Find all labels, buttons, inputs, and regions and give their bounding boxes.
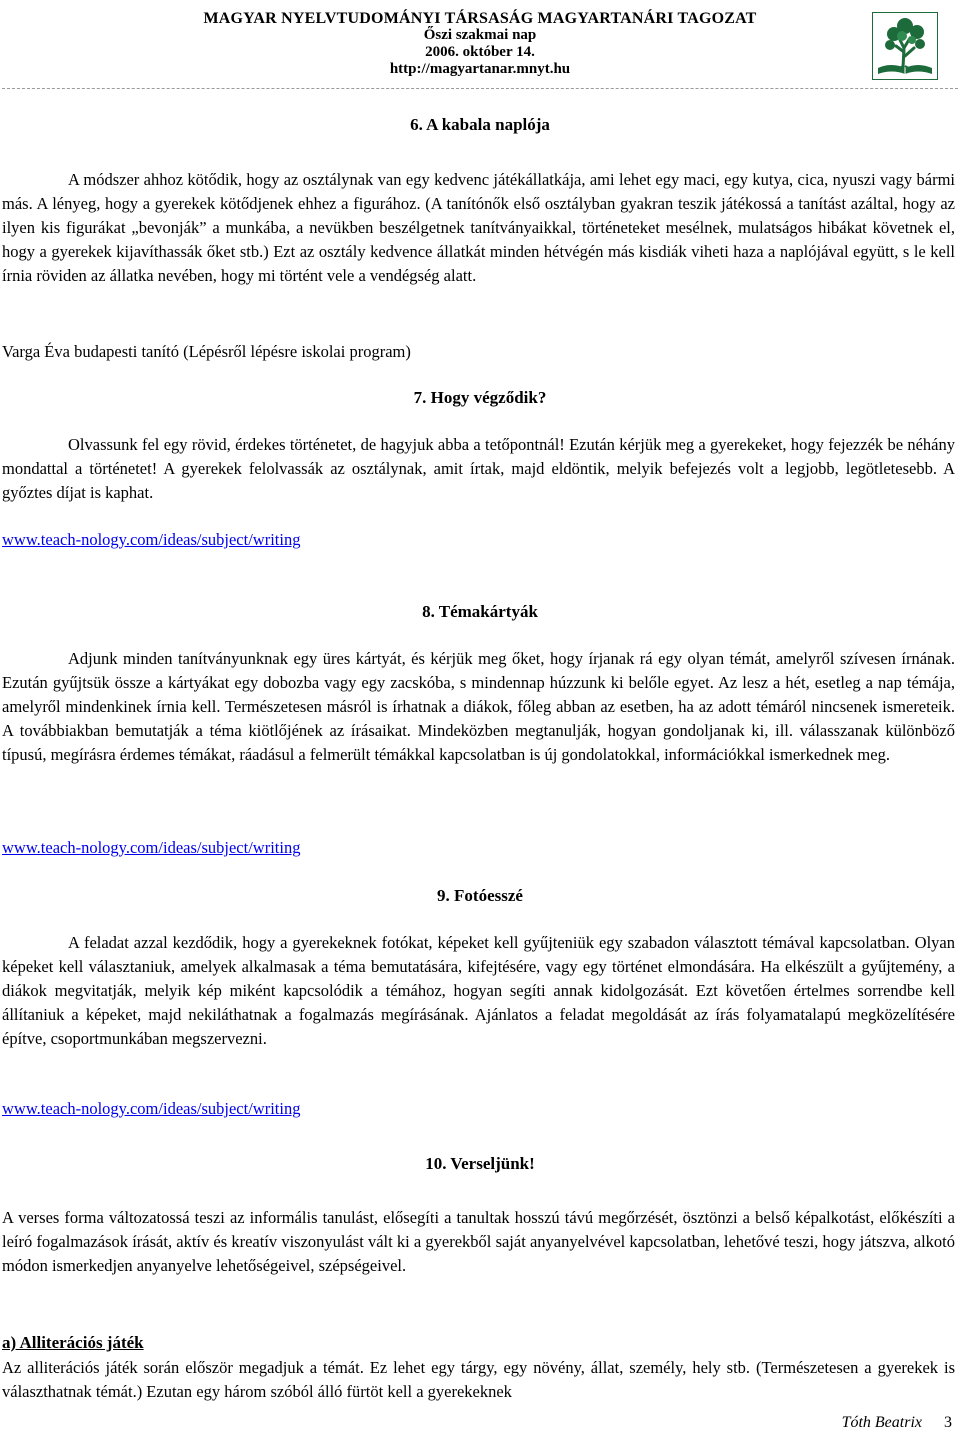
header-event: Őszi szakmai nap xyxy=(423,27,537,43)
section-6-paragraph: A módszer ahhoz kötődik, hogy az osztálynak van egy kedvenc játékállatkája, ami lehet egy maci, egy kutya, cica, nyuszi vagy bármi más. A lényeg, hogy a gyerekek kötődjenek ehhez a figurához. (A tanítónők első osztályban gyakran teszik játékossá a tanítást azáltal, hogy az ilyen kis figurákat „bevonják” a munkába, a nevükben beszélgetnek tanítványaikkal, történeteket mesélnek, mulatságos hibákat követnek el, hogy a gyerekek kijavíthassák őket stb.) Ezt az osztály kedvence állatkát minden hétvégén más kisdiák viheti haza a naplójával együtt, s le kell írnia röviden az állatka nevében, hogy mi történt vele a vendégség alatt. xyxy=(2,170,955,285)
section-7-body xyxy=(2,433,955,505)
tree-book-logo-icon xyxy=(872,12,938,80)
section-7-paragraph: Olvassunk fel egy rövid, érdekes történetet, de hagyjuk abba a tetőpontnál! Ezután kérjük meg a gyerekeket, hogy fejezzék be néhány mondattal a történetet! A gyerekek felolvassák az osztálynak, amit írtak, majd eldöntik, melyik befejezés volt a legjobb, legötletesebb. A győztes díjat is kaphat. xyxy=(2,435,955,502)
section-9-paragraph: A feladat azzal kezdődik, hogy a gyerekeknek fotókat, képeket kell gyűjteniük egy szabadon választott témával kapcsolatban. Olyan képeket kell választaniuk, amelyek alkalmasak a téma bemutatására, kifejtésére, vagy egy történet elmondására. Ha elkészült a gyűjtemény, a diákok megvitatják, melyik kép miként kapcsolódik a témához, hogyan segíti annak kidolgozását. Ezt követően értelmes sorrendbe kell állítaniuk a képeket, majd nekiláthatnak a fogalmazás megírásának. Ajánlatos a feladat megoldását az írás folyamatalapú megközelítésére építve, csoportmunkában megszervezni. xyxy=(2,933,955,1048)
section-8-paragraph: Adjunk minden tanítványunknak egy üres kártyát, és kérjük meg őket, hogy írjanak rá egy olyan témát, amelyről szívesen írnának. Ezután gyűjtsük össze a kártyákat egy dobozba vagy egy zacskóba, s mindennap húzzunk ki belőle egyet. Az lesz a hét, esetleg a nap témája, amelyről mindenkinek írnia kell. Természetesen másról is írhatnak a diákok, főleg abban az esetben, ha az adott témáról nincsenek ismereteik. A továbbiakban bemutatják a téma kiötlőjének az írásaikat. Mindeközben megtanulják, hogyan gondoljanak ki, ill. válasszanak különböző típusú, megírásra érdemes témákat, ráadásul a felmerült témákkal kapcsolatban is új gondolatokkal, információkkal ismerkednek meg. xyxy=(2,649,955,764)
header-text-block xyxy=(160,10,800,78)
section-10-sub-paragraph: Az alliterációs játék során először megadjuk a témát. Ez lehet egy tárgy, egy növény, állat, személy, hely stb. (Természetesen a gyerekek is választhatnak témát.) Ezutan egy három szóból álló fürtöt kell a gyerekeknek xyxy=(2,1358,955,1401)
header-organization: MAGYAR NYELVTUDOMÁNYI TÁRSASÁG MAGYARTANÁRI TAGOZAT xyxy=(203,10,757,27)
header-date: 2006. október 14. xyxy=(425,44,535,60)
section-10-paragraph: A verses forma változatossá teszi az informális tanulást, elősegíti a tanultak hosszú távú megőrzését, ösztönzi a belső képalkotást, előkészíti a leíró fogalmazások írását, aktív és kreatív viszonyulást vált ki a gyerekből saját anyanyelvével kapcsolatban, lehetővé teszi, hogy játszva, alkotó módon ismerkedjen anyanyelve lehetőségeivel, szépségeivel. xyxy=(2,1208,955,1275)
section-8-title: 8. Témakártyák xyxy=(422,602,538,621)
section-6-source: Varga Éva budapesti tanító (Lépésről lépésre iskolai program) xyxy=(2,342,411,361)
section-7-link[interactable]: www.teach-nology.com/ideas/subject/writing xyxy=(2,530,301,549)
section-9-link[interactable]: www.teach-nology.com/ideas/subject/writing xyxy=(2,1099,301,1118)
section-8-body xyxy=(2,647,955,767)
header-divider xyxy=(2,88,958,89)
page-number: 3 xyxy=(944,1414,952,1431)
footer-author: Tóth Beatrix xyxy=(841,1414,922,1431)
section-7-title: 7. Hogy végződik? xyxy=(413,388,547,407)
section-10-subheading: a) Alliterációs játék xyxy=(2,1333,144,1352)
section-6-title: 6. A kabala naplója xyxy=(410,115,550,134)
page-footer xyxy=(842,1414,952,1432)
section-9-title: 9. Fotóesszé xyxy=(437,886,523,905)
page-header xyxy=(0,0,960,92)
header-url: http://magyartanar.mnyt.hu xyxy=(389,61,571,77)
section-8-link[interactable]: www.teach-nology.com/ideas/subject/writing xyxy=(2,838,301,857)
section-10-body xyxy=(2,1206,955,1278)
section-10-sub-body xyxy=(2,1356,955,1404)
section-9-body xyxy=(2,931,955,1051)
section-10-title: 10. Verseljünk! xyxy=(425,1154,535,1173)
section-6-body xyxy=(2,168,955,288)
